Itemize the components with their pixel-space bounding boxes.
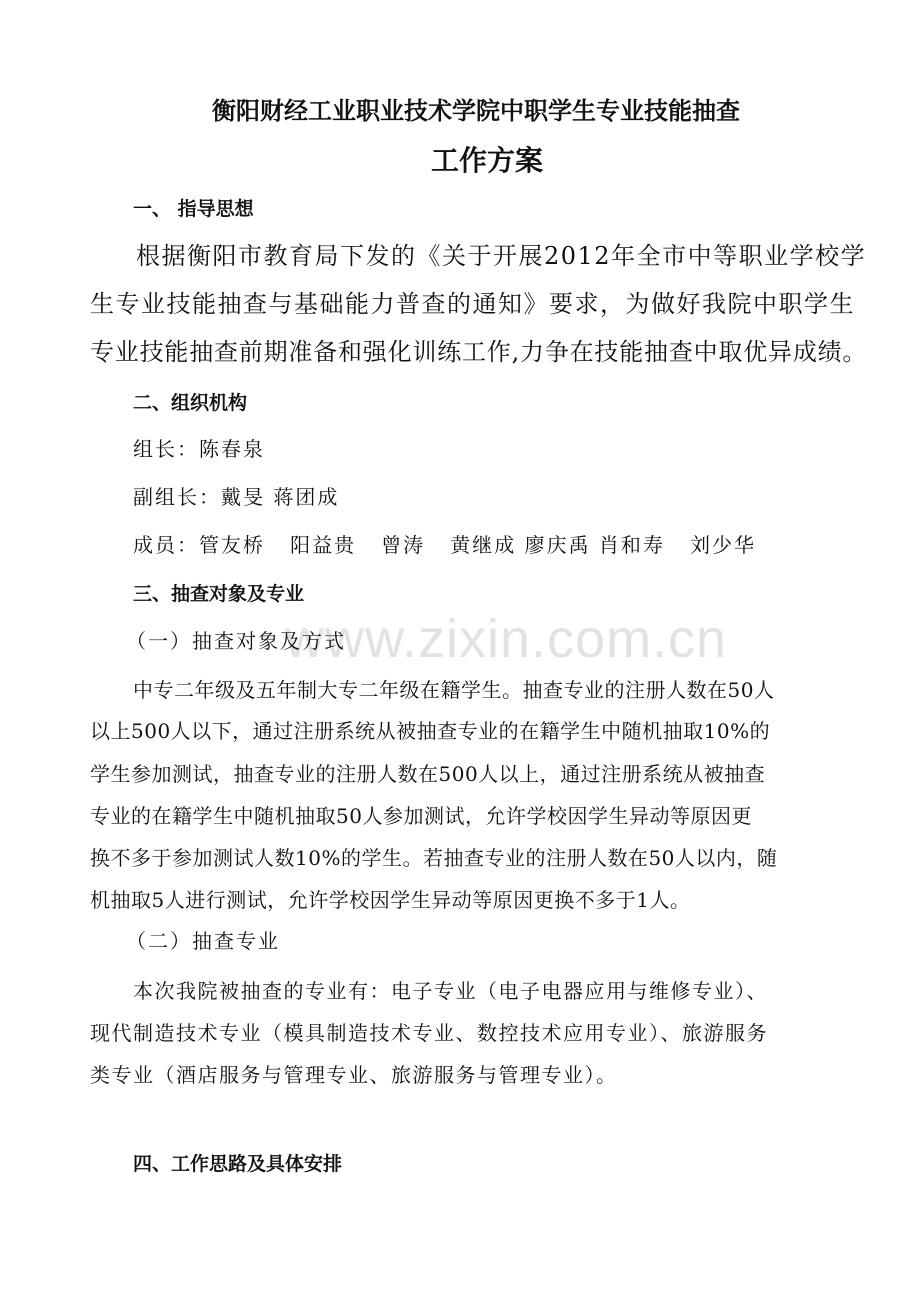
sub2-line: 本次我院被抽查的专业有：电子专业（电子电器应用与维修专业）、 — [133, 979, 768, 1003]
section1-line: 生专业技能抽查与基础能力普查的通知》要求，为做好我院中职学生 — [90, 290, 855, 318]
section2-heading: 二、组织机构 — [133, 392, 248, 414]
sub1-line: 学生参加测试，抽查专业的注册人数在500人以上，通过注册系统从被抽查 — [90, 762, 766, 786]
section3-sub2: （二）抽查专业 — [126, 929, 280, 953]
doc-title-line1: 衡阳财经工业职业技术学院中职学生专业技能抽查 — [212, 96, 740, 125]
sub1-line: 以上500人以下，通过注册系统从被抽查专业的在籍学生中随机抽取10%的 — [90, 719, 771, 743]
doc-title-line2: 工作方案 — [431, 144, 544, 177]
sub1-line: 中专二年级及五年制大专二年级在籍学生。抽查专业的注册人数在50人 — [133, 678, 775, 702]
section3-heading: 三、抽查对象及专业 — [133, 583, 305, 605]
section4-heading: 四、工作思路及具体安排 — [133, 1153, 343, 1175]
deputy-leaders: 副组长：戴旻 蒋团成 — [133, 485, 340, 509]
watermark: www.zixin.com.cn — [285, 609, 728, 669]
sub1-line: 机抽取5人进行测试，允许学校因学生异动等原因更换不多于1人。 — [90, 888, 691, 912]
sub2-line: 类专业（酒店服务与管理专业、旅游服务与管理专业）。 — [90, 1063, 618, 1087]
sub1-line: 专业的在籍学生中随机抽取50人参加测试，允许学校因学生异动等原因更 — [90, 804, 752, 828]
sub2-line: 现代制造技术专业（模具制造技术专业、数控技术应用专业）、旅游服务 — [90, 1021, 768, 1045]
sub1-line: 换不多于参加测试人数10%的学生。若抽查专业的注册人数在50人以内，随 — [90, 846, 778, 870]
section3-sub1: （一）抽查对象及方式 — [126, 629, 346, 653]
section1-line: 专业技能抽查前期准备和强化训练工作,力争在技能抽查中取优异成绩。 — [90, 338, 868, 366]
group-leader: 组长：陈春泉 — [133, 437, 265, 461]
section1-heading: 一、 指导思想 — [133, 198, 254, 220]
section1-line: 根据衡阳市教育局下发的《关于开展2012年全市中等职业学校学 — [136, 242, 867, 270]
group-members: 成员：管友桥 阳益贵 曾涛 黄继成 廖庆禹 肖和寿 刘少华 — [133, 533, 757, 557]
